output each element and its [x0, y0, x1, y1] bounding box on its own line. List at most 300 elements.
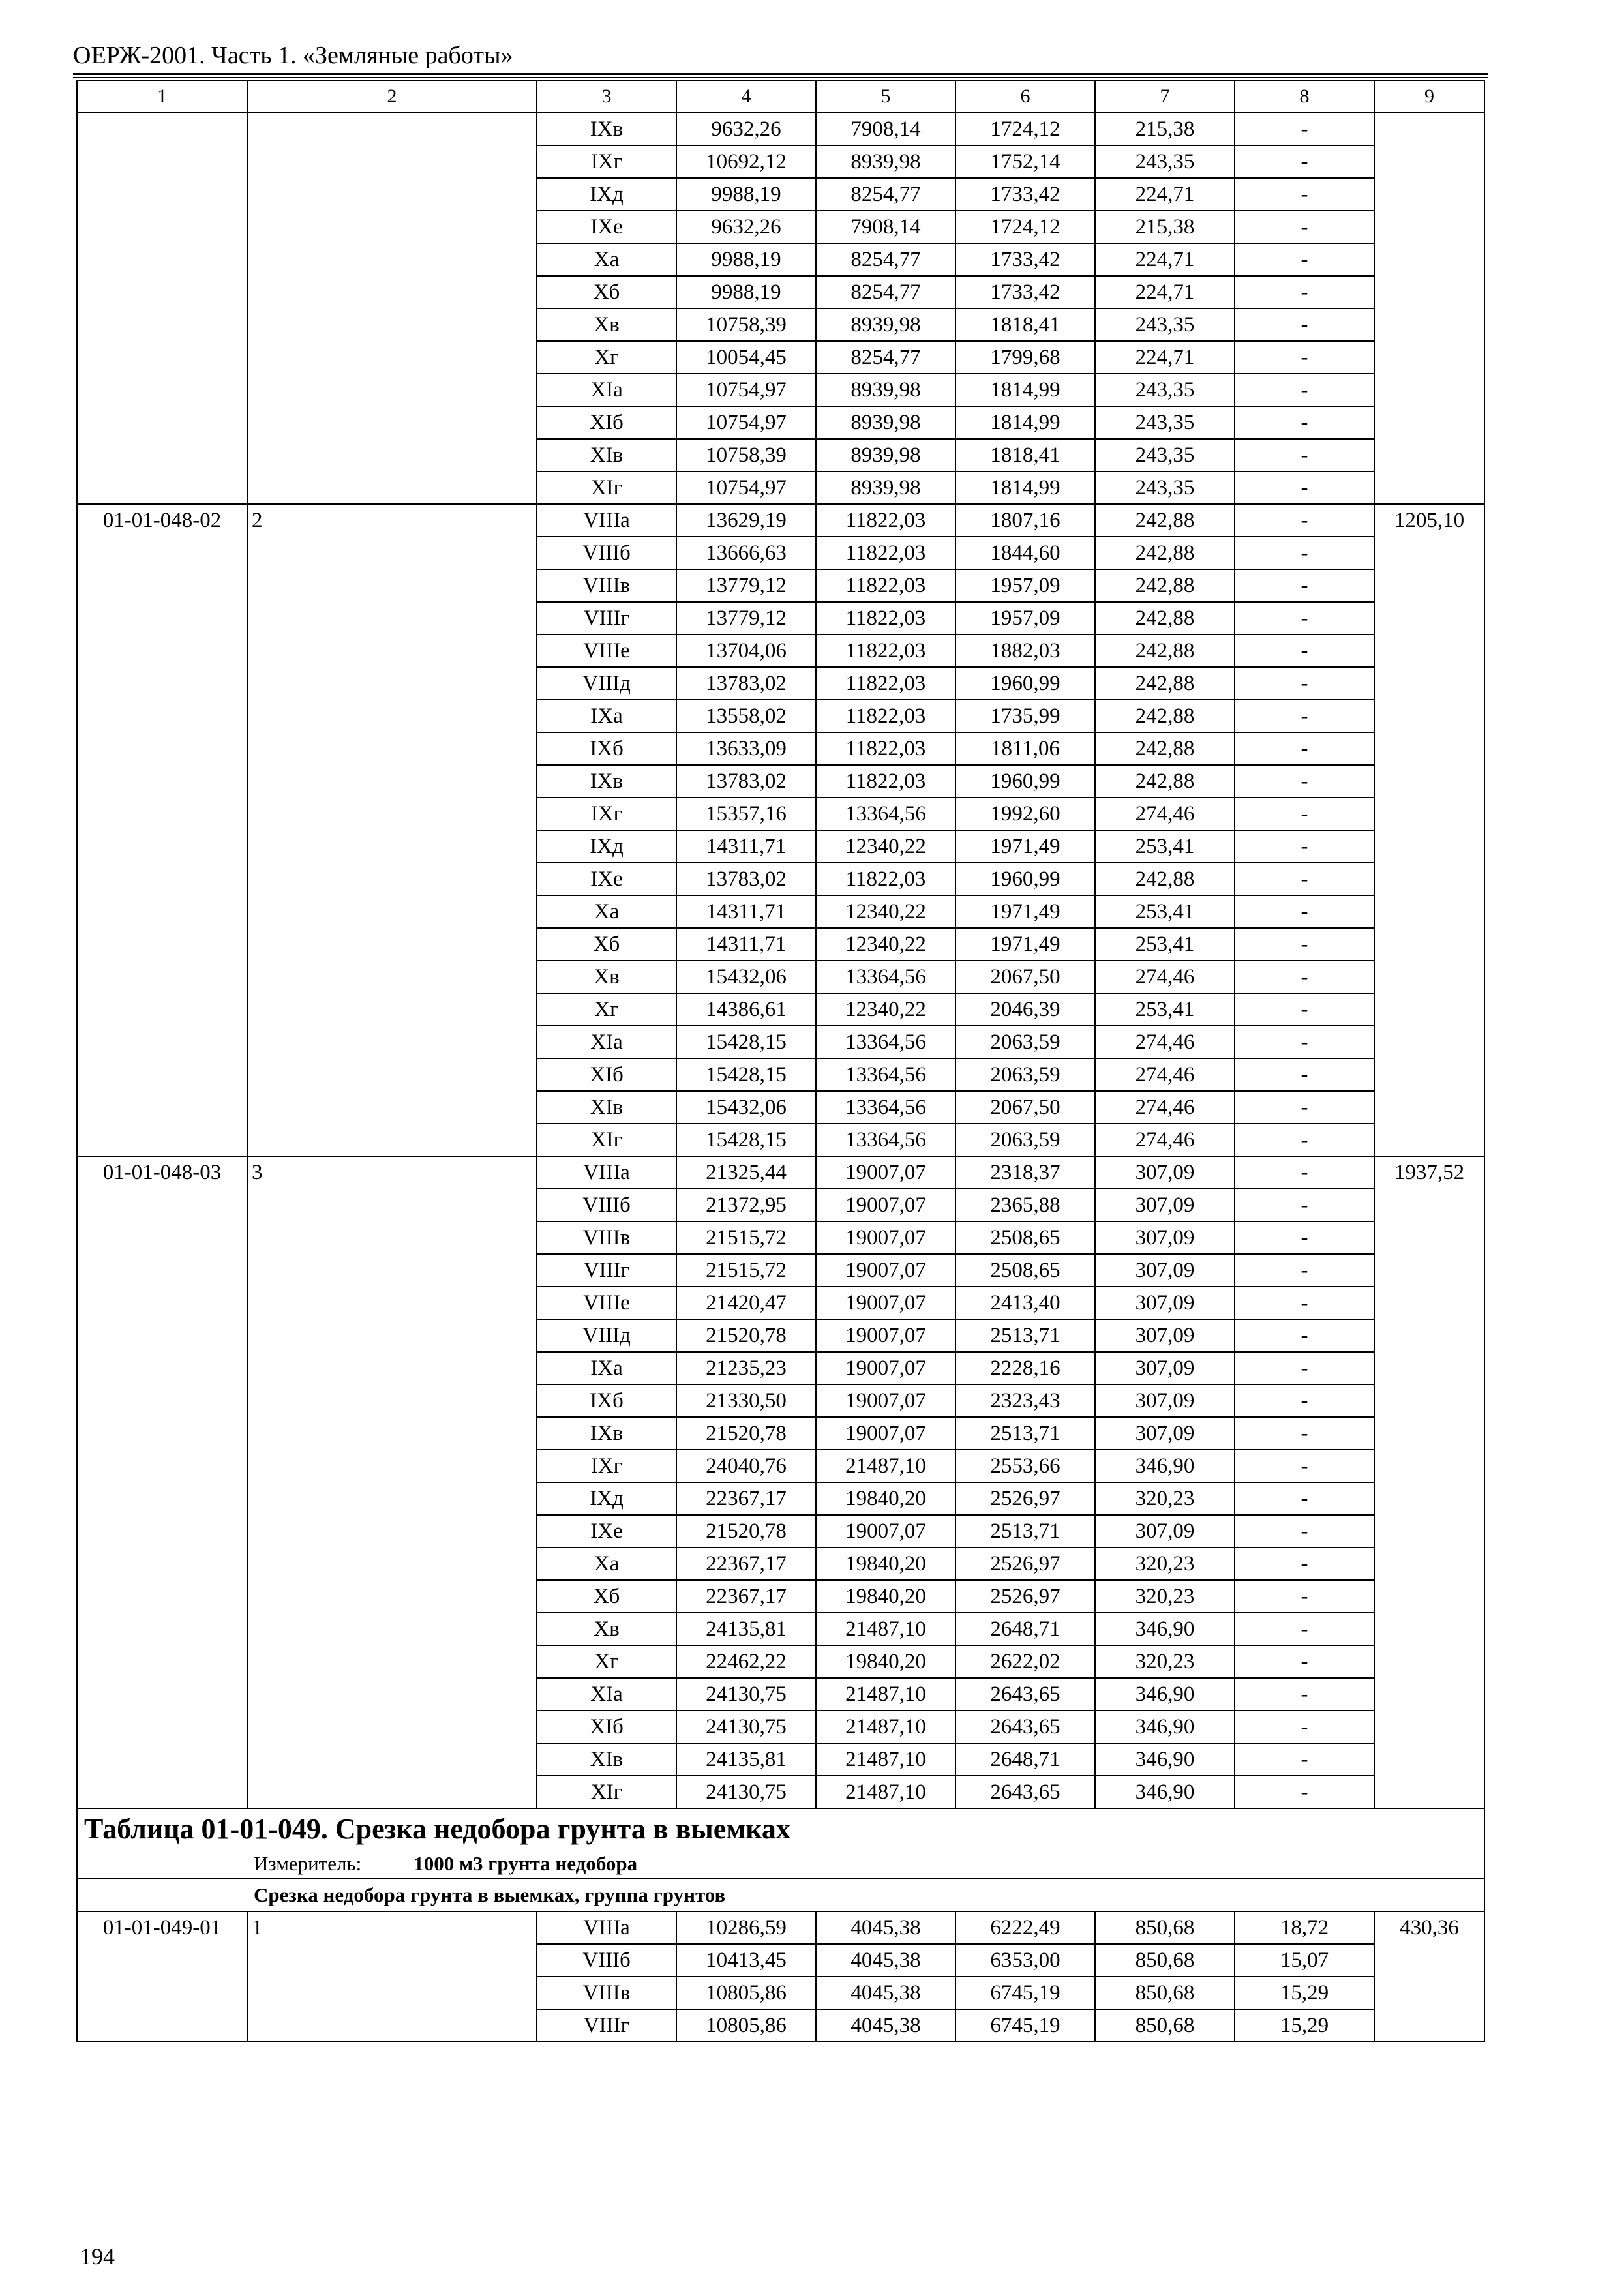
total-cost-cell: 24135,81	[676, 1743, 816, 1776]
labor-cost-cell: 21487,10	[816, 1678, 955, 1711]
total-cost-cell: 21520,78	[676, 1417, 816, 1450]
total-cost-cell: 13704,06	[676, 635, 816, 667]
total-cost-cell: 15432,06	[676, 1091, 816, 1124]
machine-cost-cell: 1811,06	[955, 732, 1095, 765]
machine-cost-cell: 2046,39	[955, 993, 1095, 1026]
labor-cost-cell: 8939,98	[816, 308, 955, 341]
soil-group-cell: XIб	[537, 1711, 676, 1743]
machine-cost-cell: 1814,99	[955, 471, 1095, 504]
labor-hours: 1937,52	[1374, 1156, 1484, 1808]
driver-wage-cell: 346,90	[1095, 1450, 1235, 1482]
labor-cost-cell: 19007,07	[816, 1417, 955, 1450]
total-cost-cell: 9632,26	[676, 211, 816, 243]
labor-cost-cell: 19007,07	[816, 1319, 955, 1352]
soil-group-cell: XIг	[537, 1124, 676, 1156]
labor-cost-cell: 21487,10	[816, 1711, 955, 1743]
labor-cost-cell: 8939,98	[816, 439, 955, 471]
driver-wage-cell: 242,88	[1095, 635, 1235, 667]
soil-group-cell: IXв	[537, 765, 676, 798]
materials-cost-cell: -	[1235, 145, 1374, 178]
materials-cost-cell: -	[1235, 1189, 1374, 1221]
labor-cost-cell: 13364,56	[816, 798, 955, 830]
materials-cost-cell: -	[1235, 667, 1374, 700]
soil-group-cell: Xв	[537, 308, 676, 341]
table-row	[77, 1911, 1484, 1944]
materials-cost-cell: -	[1235, 1548, 1374, 1580]
driver-wage-cell: 224,71	[1095, 276, 1235, 308]
total-cost-cell: 22462,22	[676, 1645, 816, 1678]
driver-wage-cell: 850,68	[1095, 1977, 1235, 2009]
total-cost-cell: 15432,06	[676, 961, 816, 993]
soil-group-cell: VIIIв	[537, 1977, 676, 2009]
total-cost-cell: 13558,02	[676, 700, 816, 732]
labor-cost-cell: 21487,10	[816, 1743, 955, 1776]
soil-group-cell: VIIIе	[537, 635, 676, 667]
soil-group-cell: VIIIв	[537, 569, 676, 602]
column-number: 2	[247, 80, 537, 113]
machine-cost-cell: 1814,99	[955, 374, 1095, 406]
machine-cost-cell: 2508,65	[955, 1221, 1095, 1254]
machine-cost-cell: 1971,49	[955, 928, 1095, 961]
machine-cost-cell: 2643,65	[955, 1678, 1095, 1711]
driver-wage-cell: 242,88	[1095, 569, 1235, 602]
soil-group-cell: IXв	[537, 1417, 676, 1450]
materials-cost-cell: -	[1235, 504, 1374, 537]
total-cost-cell: 21515,72	[676, 1221, 816, 1254]
materials-cost-cell: -	[1235, 537, 1374, 569]
materials-cost-cell: -	[1235, 1580, 1374, 1613]
labor-cost-cell: 11822,03	[816, 504, 955, 537]
materials-cost-cell: -	[1235, 1417, 1374, 1450]
soil-group-cell: IXб	[537, 732, 676, 765]
total-cost-cell: 22367,17	[676, 1580, 816, 1613]
driver-wage-cell: 346,90	[1095, 1776, 1235, 1808]
labor-cost-cell: 19007,07	[816, 1287, 955, 1319]
labor-cost-cell: 8939,98	[816, 374, 955, 406]
driver-wage-cell: 243,35	[1095, 406, 1235, 439]
labor-cost-cell: 19840,20	[816, 1548, 955, 1580]
machine-cost-cell: 6745,19	[955, 1977, 1095, 2009]
total-cost-cell: 13629,19	[676, 504, 816, 537]
column-number: 1	[77, 80, 247, 113]
machine-cost-cell: 2622,02	[955, 1645, 1095, 1678]
column-number: 8	[1235, 80, 1374, 113]
machine-cost-cell: 1818,41	[955, 308, 1095, 341]
labor-cost-cell: 8939,98	[816, 406, 955, 439]
soil-group-cell: XIг	[537, 471, 676, 504]
materials-cost-cell: 15,29	[1235, 1977, 1374, 2009]
section-title-row	[77, 1879, 1484, 1911]
materials-cost-cell: 15,07	[1235, 1944, 1374, 1977]
materials-cost-cell: -	[1235, 1319, 1374, 1352]
soil-group-cell: Xб	[537, 928, 676, 961]
total-cost-cell: 10054,45	[676, 341, 816, 374]
materials-cost-cell: -	[1235, 1026, 1374, 1058]
machine-cost-cell: 2643,65	[955, 1776, 1095, 1808]
driver-wage-cell: 346,90	[1095, 1743, 1235, 1776]
machine-cost-cell: 1814,99	[955, 406, 1095, 439]
machine-cost-cell: 2063,59	[955, 1026, 1095, 1058]
soil-group-cell: Xб	[537, 276, 676, 308]
labor-cost-cell: 8939,98	[816, 471, 955, 504]
driver-wage-cell: 307,09	[1095, 1189, 1235, 1221]
total-cost-cell: 21420,47	[676, 1287, 816, 1319]
labor-cost-cell: 4045,38	[816, 2009, 955, 2042]
driver-wage-cell: 274,46	[1095, 1124, 1235, 1156]
labor-cost-cell: 7908,14	[816, 113, 955, 145]
machine-cost-cell: 2063,59	[955, 1124, 1095, 1156]
machine-cost-cell: 2365,88	[955, 1189, 1095, 1221]
soil-group-cell: XIв	[537, 1091, 676, 1124]
materials-cost-cell: -	[1235, 178, 1374, 211]
total-cost-cell: 15428,15	[676, 1026, 816, 1058]
materials-cost-cell: -	[1235, 276, 1374, 308]
soil-group-cell: XIв	[537, 1743, 676, 1776]
driver-wage-cell: 253,41	[1095, 928, 1235, 961]
total-cost-cell: 13783,02	[676, 863, 816, 895]
total-cost-cell: 13783,02	[676, 667, 816, 700]
machine-cost-cell: 1735,99	[955, 700, 1095, 732]
materials-cost-cell: -	[1235, 1156, 1374, 1189]
machine-cost-cell: 1724,12	[955, 211, 1095, 243]
total-cost-cell: 21520,78	[676, 1515, 816, 1548]
soil-group-cell: Xа	[537, 1548, 676, 1580]
work-number: 3	[247, 1156, 537, 1808]
materials-cost-cell: -	[1235, 471, 1374, 504]
machine-cost-cell: 1971,49	[955, 830, 1095, 863]
driver-wage-cell: 346,90	[1095, 1678, 1235, 1711]
labor-cost-cell: 13364,56	[816, 1026, 955, 1058]
total-cost-cell: 14311,71	[676, 830, 816, 863]
total-cost-cell: 15428,15	[676, 1058, 816, 1091]
rate-code	[77, 113, 247, 504]
driver-wage-cell: 215,38	[1095, 113, 1235, 145]
total-cost-cell: 10754,97	[676, 374, 816, 406]
machine-cost-cell: 1957,09	[955, 569, 1095, 602]
materials-cost-cell: -	[1235, 863, 1374, 895]
soil-group-cell: VIIIб	[537, 1944, 676, 1977]
labor-cost-cell: 8254,77	[816, 243, 955, 276]
materials-cost-cell: -	[1235, 732, 1374, 765]
driver-wage-cell: 346,90	[1095, 1613, 1235, 1645]
machine-cost-cell: 1733,42	[955, 276, 1095, 308]
total-cost-cell: 10692,12	[676, 145, 816, 178]
total-cost-cell: 21330,50	[676, 1384, 816, 1417]
soil-group-cell: VIIIг	[537, 1254, 676, 1287]
labor-cost-cell: 19007,07	[816, 1156, 955, 1189]
materials-cost-cell: 15,29	[1235, 2009, 1374, 2042]
machine-cost-cell: 2526,97	[955, 1482, 1095, 1515]
machine-cost-cell: 2063,59	[955, 1058, 1095, 1091]
total-cost-cell: 21325,44	[676, 1156, 816, 1189]
materials-cost-cell: -	[1235, 765, 1374, 798]
total-cost-cell: 10286,59	[676, 1911, 816, 1944]
materials-cost-cell: -	[1235, 798, 1374, 830]
machine-cost-cell: 2513,71	[955, 1319, 1095, 1352]
labor-cost-cell: 11822,03	[816, 569, 955, 602]
column-numbers-row	[77, 80, 1484, 113]
labor-cost-cell: 13364,56	[816, 1058, 955, 1091]
driver-wage-cell: 850,68	[1095, 1944, 1235, 1977]
materials-cost-cell: -	[1235, 1776, 1374, 1808]
machine-cost-cell: 2648,71	[955, 1743, 1095, 1776]
soil-group-cell: Xв	[537, 961, 676, 993]
machine-cost-cell: 2513,71	[955, 1515, 1095, 1548]
soil-group-cell: VIIIд	[537, 667, 676, 700]
driver-wage-cell: 224,71	[1095, 178, 1235, 211]
labor-cost-cell: 19007,07	[816, 1221, 955, 1254]
total-cost-cell: 21235,23	[676, 1352, 816, 1384]
machine-cost-cell: 1992,60	[955, 798, 1095, 830]
soil-group-cell: Xа	[537, 895, 676, 928]
materials-cost-cell: -	[1235, 308, 1374, 341]
soil-group-cell: IXе	[537, 211, 676, 243]
labor-cost-cell: 8254,77	[816, 178, 955, 211]
table-row	[77, 113, 1484, 145]
labor-cost-cell: 11822,03	[816, 635, 955, 667]
materials-cost-cell: -	[1235, 1613, 1374, 1645]
driver-wage-cell: 307,09	[1095, 1319, 1235, 1352]
rate-code: 01-01-048-03	[77, 1156, 247, 1808]
rates-table	[76, 80, 1485, 2042]
soil-group-cell: VIIIе	[537, 1287, 676, 1319]
driver-wage-cell: 242,88	[1095, 504, 1235, 537]
driver-wage-cell: 320,23	[1095, 1580, 1235, 1613]
labor-cost-cell: 19007,07	[816, 1352, 955, 1384]
driver-wage-cell: 307,09	[1095, 1417, 1235, 1450]
materials-cost-cell: -	[1235, 1254, 1374, 1287]
machine-cost-cell: 1960,99	[955, 863, 1095, 895]
materials-cost-cell: -	[1235, 1678, 1374, 1711]
section-title: Срезка недобора грунта в выемках, группа грунтов	[77, 1879, 1484, 1911]
machine-cost-cell: 1960,99	[955, 765, 1095, 798]
table-row	[77, 1156, 1484, 1189]
soil-group-cell: IXг	[537, 145, 676, 178]
soil-group-cell: Xг	[537, 993, 676, 1026]
soil-group-cell: XIа	[537, 374, 676, 406]
labor-cost-cell: 19007,07	[816, 1384, 955, 1417]
total-cost-cell: 9988,19	[676, 243, 816, 276]
machine-cost-cell: 2228,16	[955, 1352, 1095, 1384]
machine-cost-cell: 2067,50	[955, 961, 1095, 993]
driver-wage-cell: 253,41	[1095, 830, 1235, 863]
total-cost-cell: 24040,76	[676, 1450, 816, 1482]
total-cost-cell: 21520,78	[676, 1319, 816, 1352]
machine-cost-cell: 2526,97	[955, 1580, 1095, 1613]
total-cost-cell: 14386,61	[676, 993, 816, 1026]
labor-cost-cell: 21487,10	[816, 1450, 955, 1482]
rate-code: 01-01-048-02	[77, 504, 247, 1156]
materials-cost-cell: -	[1235, 374, 1374, 406]
table-caption-row	[77, 1808, 1484, 1849]
total-cost-cell: 13633,09	[676, 732, 816, 765]
materials-cost-cell: -	[1235, 211, 1374, 243]
total-cost-cell: 13779,12	[676, 569, 816, 602]
table-row	[77, 504, 1484, 537]
labor-cost-cell: 11822,03	[816, 863, 955, 895]
total-cost-cell: 21515,72	[676, 1254, 816, 1287]
machine-cost-cell: 2648,71	[955, 1613, 1095, 1645]
column-number: 5	[816, 80, 955, 113]
labor-cost-cell: 4045,38	[816, 1977, 955, 2009]
measure-value: 1000 м3 грунта недобора	[414, 1851, 638, 1875]
soil-group-cell: XIа	[537, 1026, 676, 1058]
total-cost-cell: 22367,17	[676, 1548, 816, 1580]
labor-cost-cell: 12340,22	[816, 830, 955, 863]
materials-cost-cell: -	[1235, 1091, 1374, 1124]
machine-cost-cell: 2513,71	[955, 1417, 1095, 1450]
labor-cost-cell: 21487,10	[816, 1776, 955, 1808]
labor-cost-cell: 19840,20	[816, 1580, 955, 1613]
driver-wage-cell: 850,68	[1095, 1911, 1235, 1944]
table-caption: Таблица 01-01-049. Срезка недобора грунта в выемках	[77, 1808, 1484, 1849]
page-number: 194	[80, 2243, 115, 2269]
soil-group-cell: IXе	[537, 863, 676, 895]
materials-cost-cell: -	[1235, 1711, 1374, 1743]
total-cost-cell: 24130,75	[676, 1678, 816, 1711]
machine-cost-cell: 1844,60	[955, 537, 1095, 569]
labor-cost-cell: 12340,22	[816, 895, 955, 928]
driver-wage-cell: 243,35	[1095, 145, 1235, 178]
header-rule	[73, 73, 1488, 75]
driver-wage-cell: 224,71	[1095, 243, 1235, 276]
materials-cost-cell: -	[1235, 1287, 1374, 1319]
machine-cost-cell: 1960,99	[955, 667, 1095, 700]
materials-cost-cell: -	[1235, 993, 1374, 1026]
soil-group-cell: VIIIг	[537, 2009, 676, 2042]
soil-group-cell: Xв	[537, 1613, 676, 1645]
total-cost-cell: 24130,75	[676, 1711, 816, 1743]
machine-cost-cell: 1799,68	[955, 341, 1095, 374]
labor-cost-cell: 21487,10	[816, 1613, 955, 1645]
driver-wage-cell: 274,46	[1095, 1058, 1235, 1091]
machine-cost-cell: 1724,12	[955, 113, 1095, 145]
total-cost-cell: 10805,86	[676, 2009, 816, 2042]
soil-group-cell: Xг	[537, 1645, 676, 1678]
soil-group-cell: VIIIб	[537, 1189, 676, 1221]
materials-cost-cell: -	[1235, 113, 1374, 145]
driver-wage-cell: 243,35	[1095, 374, 1235, 406]
driver-wage-cell: 242,88	[1095, 765, 1235, 798]
materials-cost-cell: -	[1235, 1743, 1374, 1776]
driver-wage-cell: 307,09	[1095, 1156, 1235, 1189]
driver-wage-cell: 253,41	[1095, 993, 1235, 1026]
labor-hours: 430,36	[1374, 1911, 1484, 2042]
total-cost-cell: 14311,71	[676, 895, 816, 928]
work-number	[247, 113, 537, 504]
total-cost-cell: 21372,95	[676, 1189, 816, 1221]
labor-cost-cell: 7908,14	[816, 211, 955, 243]
driver-wage-cell: 242,88	[1095, 602, 1235, 635]
materials-cost-cell: -	[1235, 830, 1374, 863]
measure-row	[77, 1849, 1484, 1879]
driver-wage-cell: 320,23	[1095, 1645, 1235, 1678]
machine-cost-cell: 2318,37	[955, 1156, 1095, 1189]
labor-cost-cell: 11822,03	[816, 732, 955, 765]
materials-cost-cell: -	[1235, 1352, 1374, 1384]
driver-wage-cell: 242,88	[1095, 732, 1235, 765]
driver-wage-cell: 242,88	[1095, 863, 1235, 895]
labor-cost-cell: 13364,56	[816, 1091, 955, 1124]
soil-group-cell: IXд	[537, 830, 676, 863]
column-number: 7	[1095, 80, 1235, 113]
measure-cell	[77, 1849, 1484, 1879]
soil-group-cell: IXв	[537, 113, 676, 145]
machine-cost-cell: 2413,40	[955, 1287, 1095, 1319]
soil-group-cell: IXд	[537, 178, 676, 211]
rate-code: 01-01-049-01	[77, 1911, 247, 2042]
measure-label: Измеритель:	[254, 1851, 362, 1875]
machine-cost-cell: 6222,49	[955, 1911, 1095, 1944]
materials-cost-cell: -	[1235, 1482, 1374, 1515]
labor-cost-cell: 4045,38	[816, 1944, 955, 1977]
machine-cost-cell: 1957,09	[955, 602, 1095, 635]
materials-cost-cell: -	[1235, 961, 1374, 993]
driver-wage-cell: 320,23	[1095, 1482, 1235, 1515]
materials-cost-cell: -	[1235, 341, 1374, 374]
total-cost-cell: 13783,02	[676, 765, 816, 798]
total-cost-cell: 10413,45	[676, 1944, 816, 1977]
materials-cost-cell: -	[1235, 1645, 1374, 1678]
labor-cost-cell: 11822,03	[816, 537, 955, 569]
soil-group-cell: VIIIа	[537, 1156, 676, 1189]
materials-cost-cell: -	[1235, 1221, 1374, 1254]
soil-group-cell: IXд	[537, 1482, 676, 1515]
driver-wage-cell: 274,46	[1095, 1026, 1235, 1058]
materials-cost-cell: -	[1235, 569, 1374, 602]
page-header: ОЕРЖ-2001. Часть 1. «Земляные работы»	[73, 42, 513, 69]
machine-cost-cell: 6745,19	[955, 2009, 1095, 2042]
soil-group-cell: VIIIд	[537, 1319, 676, 1352]
driver-wage-cell: 274,46	[1095, 798, 1235, 830]
labor-cost-cell: 8939,98	[816, 145, 955, 178]
soil-group-cell: IXа	[537, 1352, 676, 1384]
total-cost-cell: 10754,97	[676, 471, 816, 504]
column-number: 9	[1374, 80, 1484, 113]
driver-wage-cell: 274,46	[1095, 1091, 1235, 1124]
total-cost-cell: 15428,15	[676, 1124, 816, 1156]
machine-cost-cell: 2323,43	[955, 1384, 1095, 1417]
driver-wage-cell: 243,35	[1095, 471, 1235, 504]
column-number: 4	[676, 80, 816, 113]
machine-cost-cell: 1752,14	[955, 145, 1095, 178]
machine-cost-cell: 2508,65	[955, 1254, 1095, 1287]
soil-group-cell: VIIIв	[537, 1221, 676, 1254]
total-cost-cell: 9988,19	[676, 276, 816, 308]
machine-cost-cell: 1818,41	[955, 439, 1095, 471]
machine-cost-cell: 2526,97	[955, 1548, 1095, 1580]
materials-cost-cell: -	[1235, 1124, 1374, 1156]
labor-cost-cell: 12340,22	[816, 993, 955, 1026]
driver-wage-cell: 850,68	[1095, 2009, 1235, 2042]
soil-group-cell: XIб	[537, 406, 676, 439]
materials-cost-cell: -	[1235, 1384, 1374, 1417]
labor-cost-cell: 12340,22	[816, 928, 955, 961]
soil-group-cell: VIIIа	[537, 1911, 676, 1944]
total-cost-cell: 15357,16	[676, 798, 816, 830]
labor-cost-cell: 13364,56	[816, 1124, 955, 1156]
total-cost-cell: 22367,17	[676, 1482, 816, 1515]
labor-cost-cell: 8254,77	[816, 341, 955, 374]
machine-cost-cell: 1733,42	[955, 178, 1095, 211]
materials-cost-cell: -	[1235, 1058, 1374, 1091]
labor-cost-cell: 11822,03	[816, 602, 955, 635]
labor-cost-cell: 8254,77	[816, 276, 955, 308]
total-cost-cell: 13666,63	[676, 537, 816, 569]
machine-cost-cell: 1733,42	[955, 243, 1095, 276]
materials-cost-cell: -	[1235, 928, 1374, 961]
materials-cost-cell: -	[1235, 700, 1374, 732]
